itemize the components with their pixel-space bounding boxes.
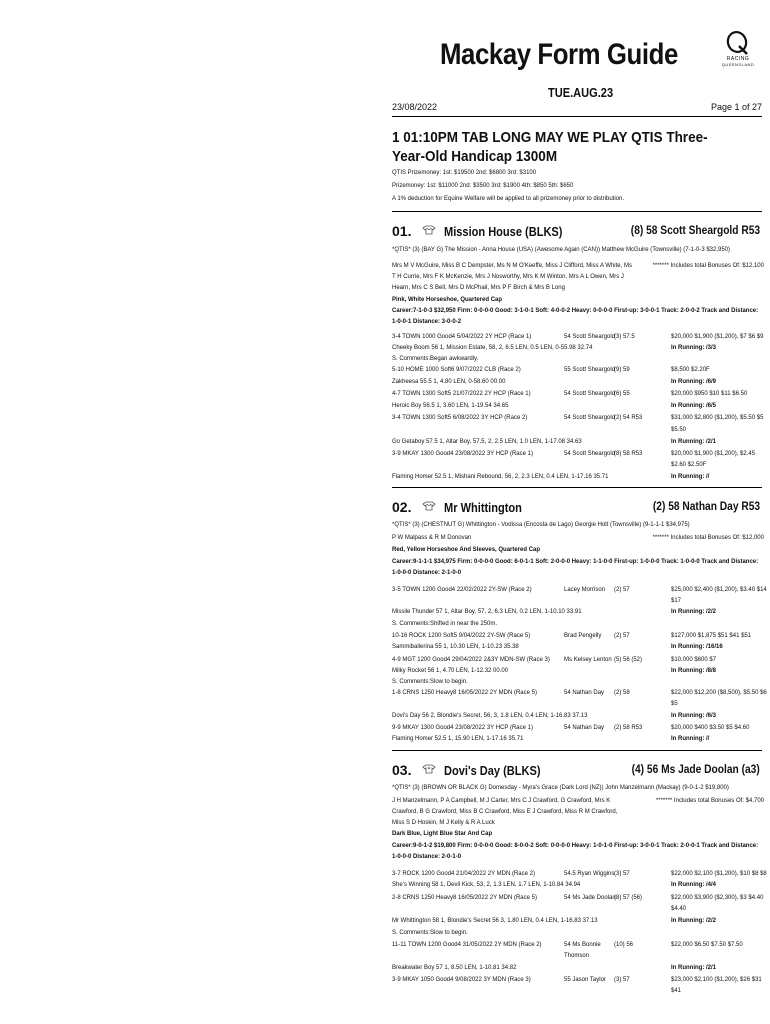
runner-number: 02. xyxy=(392,499,412,515)
runner-details xyxy=(392,246,730,255)
form-jockey: Lacey Morrison xyxy=(564,587,606,593)
form-prize: $20,000 $400 $3.50 $5 $4.60 xyxy=(671,725,750,731)
form-line: 11-11 TOWN 1200 Good4 31/05/2022 2Y MDN (Race 2) xyxy=(392,942,542,948)
runner-header xyxy=(392,223,764,241)
runner-name: Mr Whittington xyxy=(444,500,522,515)
form-barrier: (5) 56 (52) xyxy=(614,657,643,663)
meeting-day: TUE.AUG.23 xyxy=(548,85,614,100)
form-result: Flaming Homer 52.5 1, 15.90 LEN, 1-17.16 35.71 xyxy=(392,736,524,742)
form-barrier: (3) 57.5 xyxy=(614,334,635,340)
form-barrier: (8) 58 R53 xyxy=(614,451,643,457)
race-welfare-note: A 1% deduction for Equine Welfare will be applied to all prizemoney prior to distribution. xyxy=(392,196,625,202)
form-line: 1-8 CRNS 1250 Heavy8 16/05/2022 2Y MDN (Race 5) xyxy=(392,690,537,696)
runner-bonus: ******* Includes total Bonuses Of: $12,100 xyxy=(652,263,764,269)
form-comment: S. Comments:Slow to begin. xyxy=(392,930,468,936)
form-prize-cont: $41 xyxy=(671,988,682,994)
race-prizemoney-qtis: QTIS Prizemoney: 1st: $19500 2nd: $6800 3rd: $3100 xyxy=(392,170,537,176)
form-prize: $10,000 $600 $7 xyxy=(671,657,717,663)
form-barrier: (2) 58 xyxy=(614,690,630,696)
form-result: Breakwater Boy 57 1, 8.50 LEN, 1-10.81 34.82 xyxy=(392,965,517,971)
form-jockey: 55 Scott Sheargold xyxy=(564,367,616,373)
form-barrier: (2) 54 R53 xyxy=(614,415,643,421)
runner-career-stats: Career:7-1-0-3 $32,950 Firm: 0-0-0-0 Good: 3-1-0-1 Soft: 4-0-0-2 Heavy: 0-0-0-0 First-up: 3-0-0-1 Track: 2-0-0-2 Track and Distance: xyxy=(392,308,759,314)
form-line: 5-10 HOME 1000 Soft6 9/07/2022 CLB (Race 2) xyxy=(392,367,521,373)
form-jockey-cont: Thomson xyxy=(564,953,590,959)
form-barrier: (8) 57 (56) xyxy=(614,895,643,901)
runner-career-stats: 1-0-0-1 Distance: 3-0-0-2 xyxy=(392,319,462,325)
runner-breeding: *QTIS* (3) (BAY G) The Mission - Anna House (USA) (Awesome Again (CAN)) Matthew McGuire (Townsville) (7-1-0-3 $32,950) xyxy=(392,247,731,253)
runner-career-stats: 1-0-0-0 Distance: 2-1-0-0 xyxy=(392,570,462,576)
form-barrier: (2) 57 xyxy=(614,587,630,593)
runner-bonus: ******* Includes total Bonuses Of: $12,000 xyxy=(652,535,764,541)
form-jockey: 55 Jason Taylor xyxy=(564,977,606,983)
form-jockey: 54 Scott Sheargold xyxy=(564,415,616,421)
form-jockey: 54 Scott Sheargold xyxy=(564,391,616,397)
runner-owners-line: Mrs M V McGuire, Miss B C Dempster, Ms N M O'Keeffe, Miss J Clifford, Miss A White, Ms xyxy=(392,263,632,269)
form-in-running: In Running: /2/2 xyxy=(671,609,716,615)
form-in-running: In Running: /2/1 xyxy=(671,965,716,971)
form-result: Mr Whittington 58 1, Blondie's Secret 56 3, 1.80 LEN, 0.4 LEN, 1-16.83 37.13 xyxy=(392,918,598,924)
race-prizemoney: Prizemoney: 1st: $11000 2nd: $3500 3rd: $1900 4th: $850 5th: $650 xyxy=(392,183,574,189)
form-in-running: In Running: /2/2 xyxy=(671,918,716,924)
race-title: 1 01:10PM TAB LONG MAY WE PLAY QTIS Three-Year-Old Handicap 1300M xyxy=(392,129,708,165)
runner-owners-line: P W Malpass & R M Donovan xyxy=(392,535,472,541)
form-prize: $20,000 $1,900 ($1,200), $2.45 xyxy=(671,451,756,457)
form-result: Zakheesa 55.5 1, 4.80 LEN, 0-58.60 00.00 xyxy=(392,379,506,385)
form-in-running: In Running: /8/8 xyxy=(671,668,716,674)
form-barrier: (10) 56 xyxy=(614,942,634,948)
form-result: Milky Rocket 56 1, 4.70 LEN, 1-12.32 00.00 xyxy=(392,668,509,674)
form-result: Heroic Boy 56.5 1, 3.60 LEN, 1-19.54 34.65 xyxy=(392,403,509,409)
runner-colours: Pink, White Horseshoe, Quartered Cap xyxy=(392,297,503,303)
runner-divider xyxy=(392,487,762,488)
form-prize-cont: $4.40 xyxy=(671,906,687,912)
page-number: Page 1 of 27 xyxy=(710,102,762,112)
racing-queensland-logo xyxy=(718,30,758,76)
form-line: 9-9 MKAY 1300 Good4 23/08/2022 3Y HCP (Race 1) xyxy=(392,725,533,731)
form-line: 4-9 MGT 1200 Good4 29/04/2022 2&3Y MDN-SW (Race 3) xyxy=(392,657,550,663)
form-jockey: Ms Kelsey Lenton xyxy=(564,657,612,663)
form-line: 2-8 CRNS 1250 Heavy8 16/05/2022 2Y MDN (Race 5) xyxy=(392,895,537,901)
jockey-silks-icon xyxy=(422,225,436,235)
form-jockey: Brad Pengelly xyxy=(564,633,602,639)
form-prize-cont: $5.50 xyxy=(671,427,687,433)
runner-career-stats: Career:9-1-1-1 $34,975 Firm: 0-0-0-0 Good: 6-0-1-1 Soft: 2-0-0-0 Heavy: 1-1-0-0 First-up: 1-0-0-0 Track: 1-0-0-0 Track and Distance: xyxy=(392,559,759,565)
form-jockey: 54 Ms Bonnie xyxy=(564,942,601,948)
form-jockey: 54 Nathan Day xyxy=(564,725,605,731)
form-jockey: 54 Scott Sheargold xyxy=(564,451,616,457)
form-line: 3-7 ROCK 1200 Good4 21/04/2022 2Y MDN (Race 2) xyxy=(392,871,535,877)
form-line: 3-4 TOWN 1300 Soft5 6/08/2022 3Y HCP (Race 2) xyxy=(392,415,528,421)
form-prize: $23,000 $2,100 ($1,200), $26 $31 xyxy=(671,977,762,983)
runner-number: 03. xyxy=(392,762,412,778)
form-result: Dovi's Day 56 2, Blondie's Secret, 56, 3, 1.8 LEN, 0.4 LEN, 1-16.83 37.13 xyxy=(392,713,588,719)
form-in-running: In Running: /6/9 xyxy=(671,379,716,385)
form-prize: $22,000 $3,900 ($2,300), $3 $4.40 xyxy=(671,895,764,901)
form-prize-cont: $17 xyxy=(671,598,682,604)
jockey-silks-icon xyxy=(422,501,436,511)
runner-header xyxy=(392,762,764,780)
runner-colours: Dark Blue, Light Blue Star And Cap xyxy=(392,831,493,837)
form-jockey: 54.5 Ryan Wiggins xyxy=(564,871,615,877)
form-prize: $31,000 $2,800 ($1,200), $5.50 $5 xyxy=(671,415,764,421)
runner-barrier-jockey: (8) 58 Scott Sheargold R53 xyxy=(630,223,760,237)
form-in-running: In Running: /16/16 xyxy=(671,644,723,650)
form-prize: $8,500 $2.20F xyxy=(671,367,710,373)
form-barrier: (3) 57 xyxy=(614,977,630,983)
form-prize: $20,000 $950 $10 $11 $6.50 xyxy=(671,391,748,397)
form-comment: S. Comments:Slow to begin. xyxy=(392,679,468,685)
form-in-running: In Running: /6/5 xyxy=(671,403,716,409)
header-date: 23/08/2022 xyxy=(392,102,438,112)
runner-breeding: *QTIS* (3) (BROWN OR BLACK G) Domesday - Myra's Grace (Dark Lord (NZ)) John Manzelmann (Mackay) (9-0-1-2 $19,800) xyxy=(392,785,729,791)
runner-barrier-jockey: (2) 58 Nathan Day R53 xyxy=(652,499,760,513)
form-result: Go Getaboy 57.5 1, Altar Boy, 57.5, 2, 2.5 LEN, 1.0 LEN, 1-17.08 34.63 xyxy=(392,439,582,445)
race-divider xyxy=(392,211,762,212)
runner-name: Mission House (BLKS) xyxy=(444,224,563,239)
form-barrier: (6) 55 xyxy=(614,391,630,397)
form-in-running: In Running: /4/4 xyxy=(671,882,716,888)
form-line: 3-4 TOWN 1000 Good4 5/04/2022 2Y HCP (Race 1) xyxy=(392,334,532,340)
form-result: Flaming Homer 52.5 1, Mishani Rebound, 56, 2, 2.3 LEN, 0.4 LEN, 1-17.16 35.71 xyxy=(392,474,609,480)
form-prize: $22,000 $12,200 ($8,500), $5.50 $6 xyxy=(671,690,767,696)
jockey-silks-icon xyxy=(422,764,436,774)
form-prize-cont: $2.60 $2.50F xyxy=(671,462,707,468)
logo-subtext: QUEENSLAND xyxy=(721,62,755,67)
form-barrier: (9) 59 xyxy=(614,367,630,373)
form-prize: $25,000 $2,400 ($1,200), $3.40 $14 xyxy=(671,587,767,593)
header-divider xyxy=(392,116,762,117)
runner-career-stats: 1-0-0-0 Distance: 2-0-1-0 xyxy=(392,854,462,860)
runner-number: 01. xyxy=(392,223,412,239)
form-line: 3-5 TOWN 1200 Good4 22/02/2022 2Y-SW (Race 2) xyxy=(392,587,532,593)
runner-career-stats: Career:9-0-1-2 $19,800 Firm: 0-0-0-0 Good: 8-0-0-2 Soft: 0-0-0-0 Heavy: 1-0-1-0 First-up: 3-0-0-1 Track: 2-0-0-1 Track and Distance: xyxy=(392,843,759,849)
runner-owners-line: T H Currie, Mrs F K McKenzie, Mrs J Nosworthy, Mrs K M Winton, Mrs A L Owen, Mrs J xyxy=(392,274,624,280)
form-result: She's Winning 58 1, Devil Kick, 53, 2, 1.3 LEN, 1.7 LEN, 1-10.84 34.94 xyxy=(392,882,581,888)
form-jockey: 54 Ms Jade Doolan xyxy=(564,895,616,901)
form-barrier: (2) 58 R53 xyxy=(614,725,643,731)
form-prize-cont: $5 xyxy=(671,701,678,707)
runner-owners-line: J H Manzelmann, P A Campbell, M J Carter, Mrs C J Crawford, G Crawford, Mrs K xyxy=(392,798,611,804)
runner-owners-line: Hearn, Mrs C S Bell, Mrs D McPhail, Mrs P F Birch & Mrs B Long xyxy=(392,285,565,291)
form-prize: $22,000 $2,100 ($1,200), $10 $8 $8 xyxy=(671,871,767,877)
runner-colours: Red, Yellow Horseshoe And Sleeves, Quartered Cap xyxy=(392,547,541,553)
form-result: Missile Thunder 57 1, Altar Boy, 57, 2, 6.3 LEN, 0.2 LEN, 1-10.10 33.91 xyxy=(392,609,582,615)
form-prize: $22,000 $6.50 $7.50 $7.50 xyxy=(671,942,743,948)
form-jockey: 54 Nathan Day xyxy=(564,690,605,696)
runner-owners-line: Crawford, B G Crawford, Miss B C Crawford, Miss E J Crawford, Miss R M Crawford, xyxy=(392,809,618,815)
form-comment: S. Comments:Began awkwardly. xyxy=(392,356,479,362)
form-in-running: In Running: /3/3 xyxy=(671,345,716,351)
form-in-running: In Running: // xyxy=(671,474,710,480)
runner-owners-line: Miss S D Hoskin, M J Kelly & R A Luck xyxy=(392,820,495,826)
runner-divider xyxy=(392,750,762,751)
form-in-running: In Running: // xyxy=(671,736,710,742)
runner-bonus: ******* Includes total Bonuses Of: $4,700 xyxy=(655,798,764,804)
form-line: 3-9 MKAY 1050 Good4 9/08/2022 3Y MDN (Race 3) xyxy=(392,977,531,983)
form-prize: $20,000 $1,900 ($1,200), $7 $6 $9 xyxy=(671,334,764,340)
form-jockey: 54 Scott Sheargold xyxy=(564,334,616,340)
form-result: Cheeky Boom 56 1, Mission Estate, 58, 2, 6.5 LEN, 0.5 LEN, 0-55.98 32.74 xyxy=(392,345,593,351)
form-barrier: (3) 57 xyxy=(614,871,630,877)
runner-breeding: *QTIS* (3) (CHESTNUT G) Whittington - Vodissa (Encosta de Lago) Georgie Holt (Townsville) (9-1-1-1 $34,975) xyxy=(392,522,690,528)
form-prize: $127,000 $1,875 $51 $41 $51 xyxy=(671,633,752,639)
runner-name: Dovi's Day (BLKS) xyxy=(444,763,541,778)
form-barrier: (2) 57 xyxy=(614,633,630,639)
form-in-running: In Running: /6/3 xyxy=(671,713,716,719)
logo-text: RACING xyxy=(726,56,750,62)
form-comment: S. Comments:Shifted in near the 250m. xyxy=(392,621,498,627)
runner-barrier-jockey: (4) 56 Ms Jade Doolan (a3) xyxy=(631,762,760,776)
form-line: 4-7 TOWN 1300 Soft5 21/07/2022 2Y HCP (Race 1) xyxy=(392,391,531,397)
form-line: 3-9 MKAY 1300 Good4 23/08/2022 3Y HCP (Race 1) xyxy=(392,451,533,457)
form-line: 10-16 ROCK 1200 Soft5 9/04/2022 2Y-SW (Race 5) xyxy=(392,633,531,639)
page-title: Mackay Form Guide xyxy=(440,38,678,71)
runner-header xyxy=(392,499,764,517)
logo-q-icon xyxy=(725,30,751,56)
form-result: Sammiballerina 55 1, 10.30 LEN, 1-10.23 35.38 xyxy=(392,644,519,650)
form-in-running: In Running: /2/1 xyxy=(671,439,716,445)
